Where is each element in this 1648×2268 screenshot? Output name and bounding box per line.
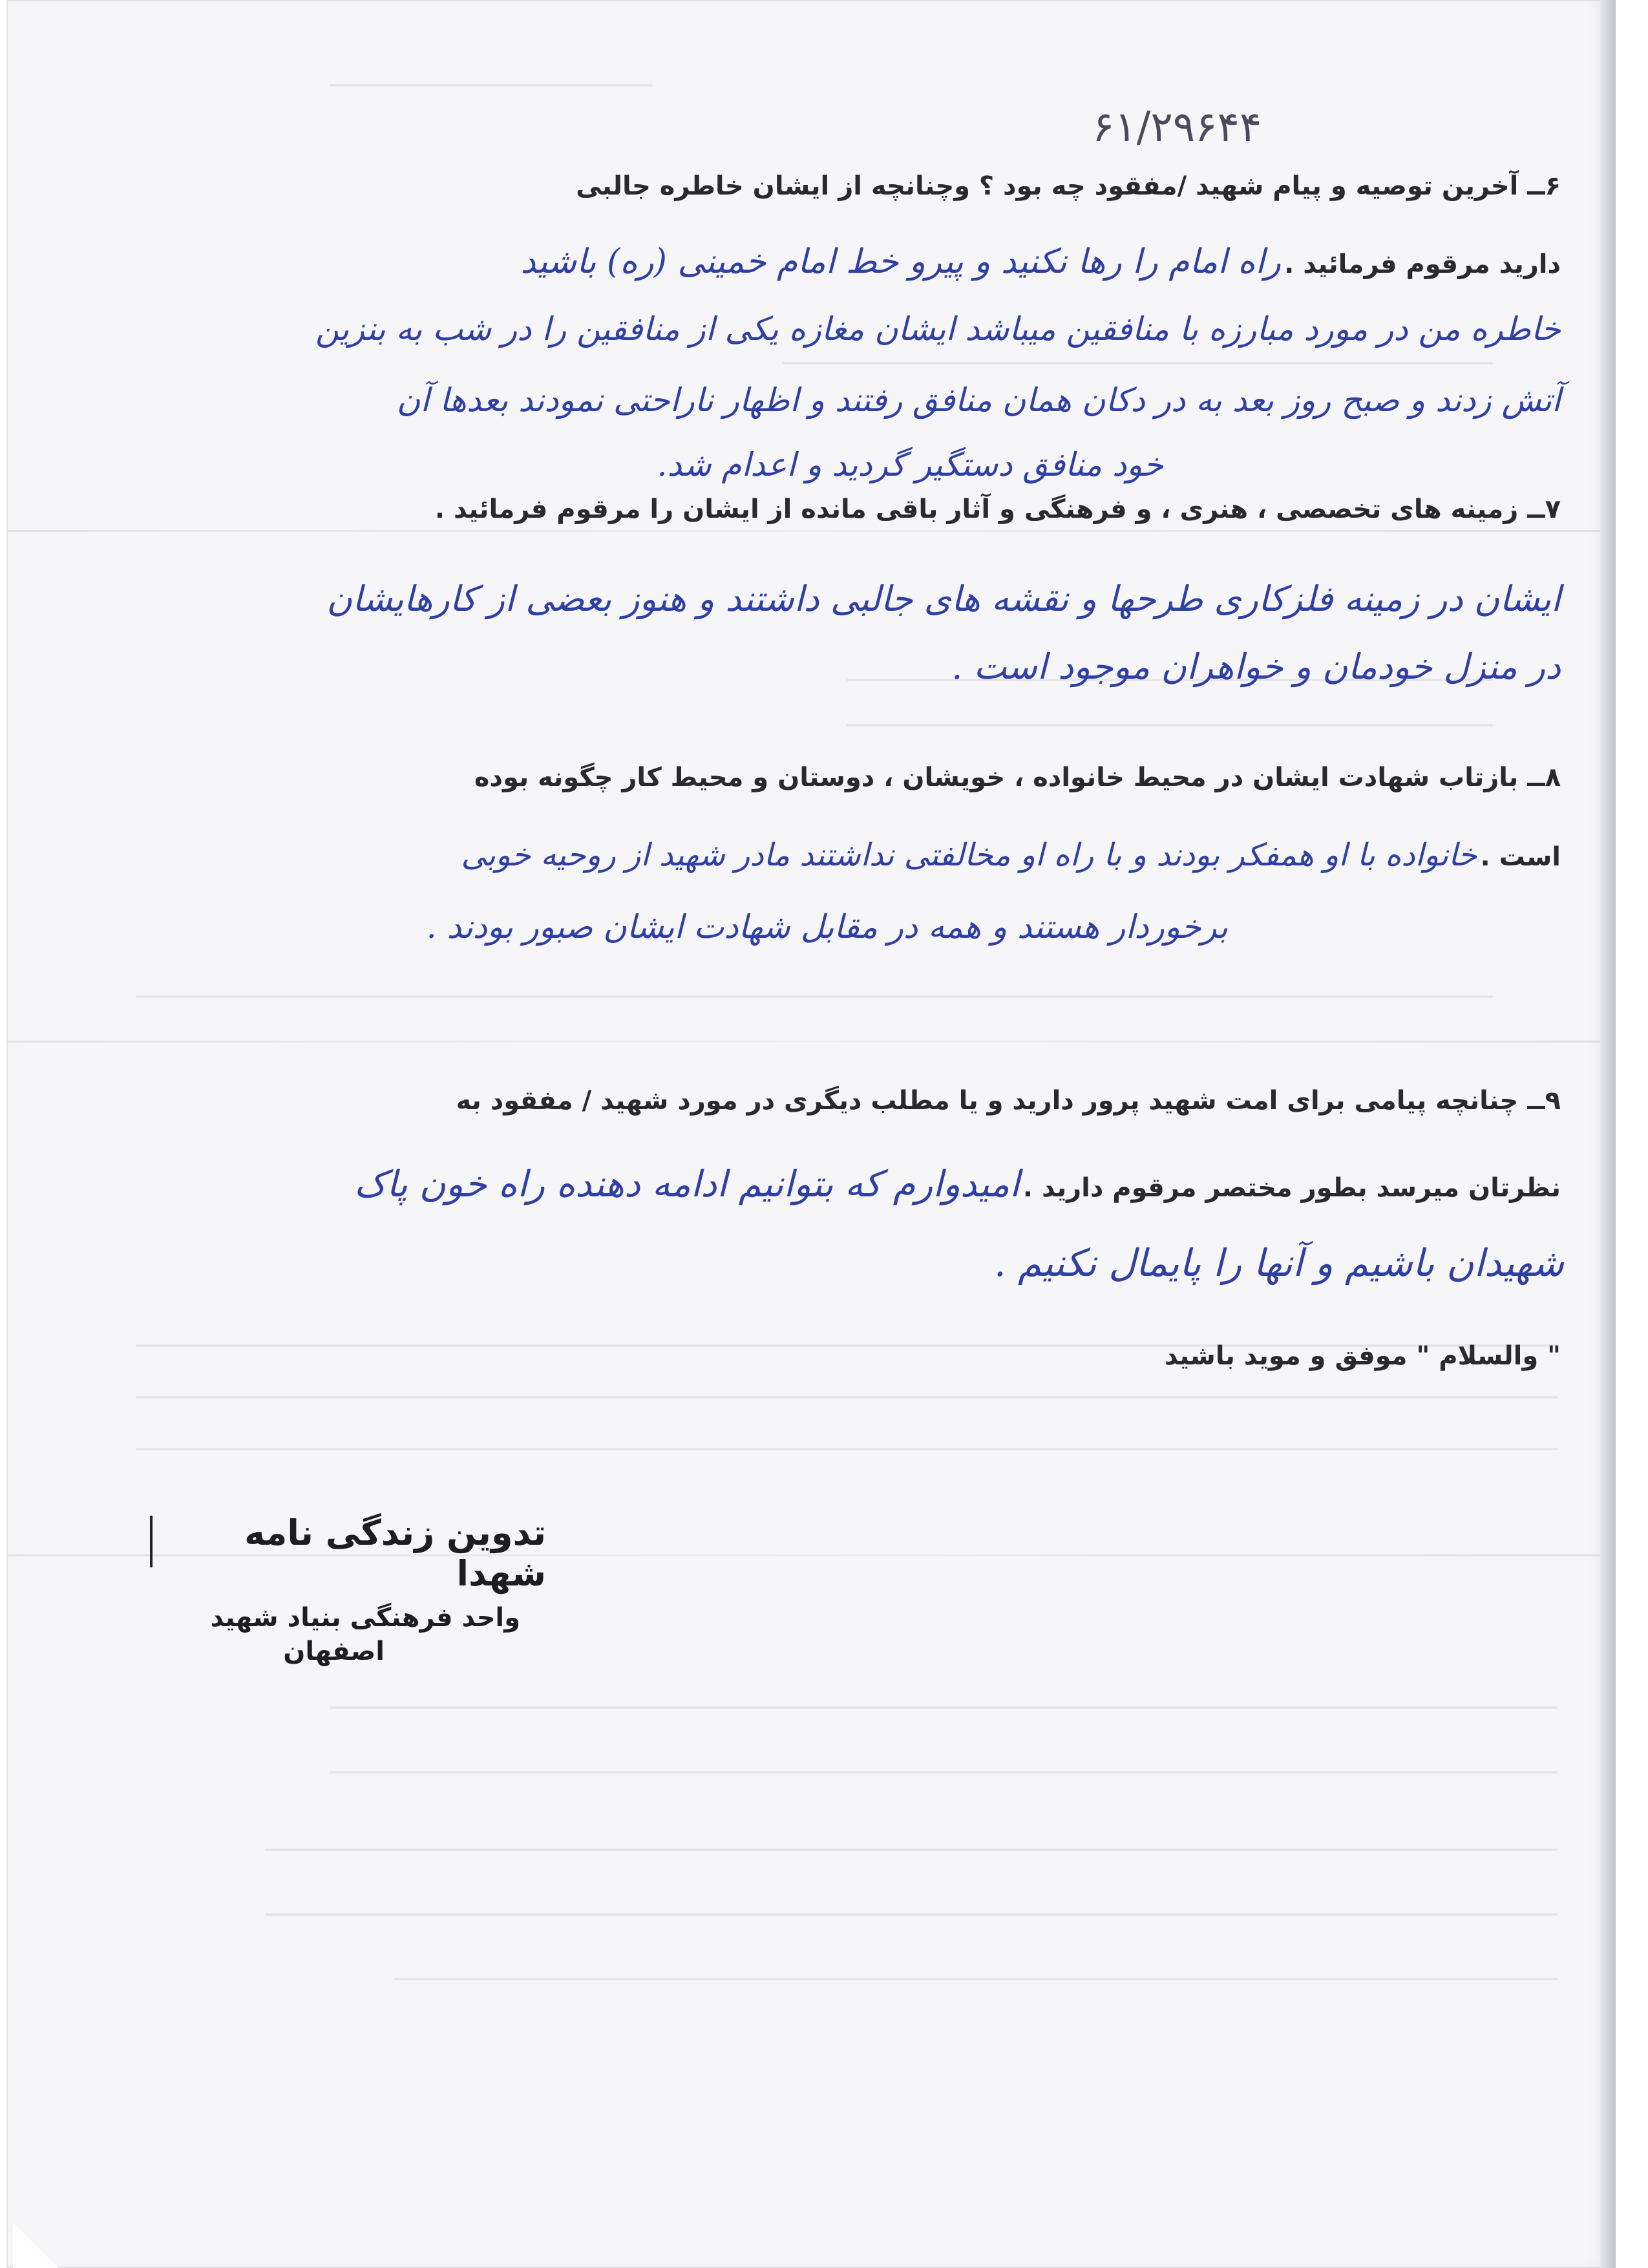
- answer-9-line: شهیدان باشیم و آنها را پایمال نکنیم .: [994, 1241, 1564, 1285]
- answer-8-inline: خانواده با او همفکر بودند و با راه او مخالفتی نداشتند مادر شهید از روحیه خوبی: [461, 837, 1477, 873]
- question-6-cont-row: [521, 242, 1561, 281]
- show-through-line: [394, 1978, 1558, 1980]
- answer-8-line: برخوردار هستند و همه در مقابل شهادت ایشان صبور بودند .: [426, 908, 1228, 946]
- question-8-cont: است .: [1480, 842, 1561, 872]
- answer-6-line: آتش زدند و صبح روز بعد به در دکان همان منافق رفتند و اظهار ناراحتی نمودند بعدها آن: [396, 381, 1561, 419]
- show-through-line: [782, 362, 1493, 365]
- stamp-line-2: واحد فرهنگی بنیاد شهید: [210, 1603, 520, 1633]
- show-through-line: [847, 724, 1493, 726]
- answer-7-line: ایشان در زمینه فلزکاری طرحها و نقشه های جالبی داشتند و هنوز بعضی از کارهایشان: [326, 578, 1561, 619]
- page-edge-shadow: [1600, 0, 1616, 2268]
- question-9-cont: نظرتان میرسد بطور مختصر مرقوم دارید .: [1022, 1173, 1561, 1203]
- question-8-cont-row: [461, 837, 1561, 873]
- question-6: ۶ــ آخرین توصیه و پیام شهید /مفقود چه بود ؟ وچنانچه از ایشان خاطره جالبی: [576, 171, 1561, 201]
- answer-6-inline: راه امام را رها نکنید و پیرو خط امام خمینی (ره) باشید: [520, 242, 1281, 281]
- answer-9-inline: امیدوارم که بتوانیم ادامه دهنده راه خون پاک: [354, 1163, 1020, 1205]
- show-through-line: [330, 84, 653, 87]
- fold-crease: [6, 1041, 1616, 1043]
- answer-7-line: در منزل خودمان و خواهران موجود است .: [951, 646, 1561, 687]
- answer-6-line: خاطره من در مورد مبارزه با منافقین میباشد ایشان مغازه یکی از منافقین را در شب به بنزین: [315, 310, 1561, 348]
- show-through-line: [265, 1913, 1558, 1916]
- show-through-line: [265, 1849, 1558, 1851]
- question-7: ۷ــ زمینه های تخصصی ، هنری ، و فرهنگی و آثار باقی مانده از ایشان را مرقوم فرمائید .: [434, 494, 1561, 524]
- show-through-line: [136, 1396, 1558, 1399]
- show-through-line: [330, 1771, 1558, 1774]
- stamp-line-3: اصفهان: [283, 1637, 385, 1666]
- show-through-line: [136, 1448, 1558, 1450]
- torn-corner: [13, 2223, 58, 2268]
- question-9-cont-row: [354, 1163, 1561, 1205]
- show-through-line: [136, 995, 1493, 998]
- closing-greeting: " والسلام " موفق و موید باشید: [1165, 1341, 1561, 1371]
- question-9: ۹ــ چنانچه پیامی برای امت شهید پرور دارید و یا مطلب دیگری در مورد شهید / مفقود به: [456, 1086, 1561, 1116]
- answer-6-line: خود منافق دستگیر گردید و اعدام شد.: [657, 446, 1163, 483]
- reference-number: ۶۱/۲۹۶۴۴: [1092, 103, 1262, 151]
- document-page: [6, 0, 1616, 2268]
- question-6-cont: دارید مرقوم فرمائید .: [1284, 249, 1561, 279]
- question-8: ۸ــ بازتاب شهادت ایشان در محیط خانواده ، خویشان ، دوستان و محیط کار چگونه بوده: [474, 763, 1561, 792]
- fold-crease: [6, 530, 1616, 532]
- show-through-line: [330, 1706, 1558, 1709]
- stamp-line-1: تدوین زندگی نامه شهدا: [244, 1512, 546, 1594]
- stamp-block: [145, 1512, 546, 1666]
